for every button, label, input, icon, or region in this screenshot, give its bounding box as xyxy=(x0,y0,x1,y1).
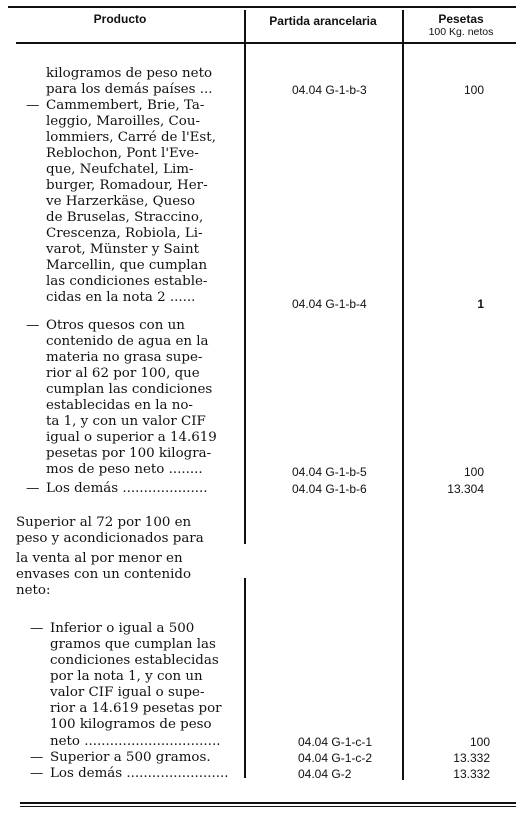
text-line: leggio, Maroilles, Cou- xyxy=(46,114,200,129)
pesetas-value: 100 xyxy=(469,735,490,749)
dash-bullet: — xyxy=(26,481,40,496)
text-line: kilogramos de peso neto xyxy=(46,66,213,81)
dash-bullet: — xyxy=(26,318,40,333)
text-line: Reblochon, Pont l'Eve- xyxy=(46,146,199,161)
text-line: cumplan las condiciones xyxy=(46,382,213,397)
text-line: igual o superior a 14.619 xyxy=(46,430,217,445)
pesetas-value: 13.332 xyxy=(453,767,490,781)
text-line: condiciones establecidas xyxy=(50,653,219,668)
col-sep-1 xyxy=(244,10,246,544)
pesetas-value: 13.332 xyxy=(453,751,490,765)
text-line: ta 1, y con un valor CIF xyxy=(46,414,206,429)
text-line: Inferior o igual a 500 xyxy=(50,621,195,636)
dash-bullet: — xyxy=(30,766,44,781)
pesetas-value: 100 xyxy=(463,83,484,97)
bottom-rule-2 xyxy=(20,806,516,807)
text-line: Los demás ........................ xyxy=(50,766,229,781)
dash-bullet: — xyxy=(30,621,44,636)
header-partida: Partida arancelaria xyxy=(269,14,377,28)
header-rule xyxy=(16,42,516,44)
text-line: de Bruselas, Straccino, xyxy=(46,210,204,225)
text-line: mos de peso neto ........ xyxy=(46,462,203,477)
header-producto: Producto xyxy=(93,12,147,26)
col-sep-1-lower xyxy=(244,578,246,778)
tariff-code: 04.04 G-2 xyxy=(298,767,352,781)
text-line: envases con un contenido xyxy=(16,567,192,582)
text-line: cidas en la nota 2 ...... xyxy=(46,290,196,305)
tariff-code: 04.04 G-1-b-3 xyxy=(292,83,367,97)
text-line: Otros quesos con un xyxy=(46,318,185,333)
text-line: por la nota 1, y con un xyxy=(50,669,203,684)
tariff-code: 04.04 G-1-c-2 xyxy=(298,751,373,765)
text-line: lommiers, Carré de l'Est, xyxy=(46,130,216,145)
text-line: Crescenza, Robiola, Li- xyxy=(46,226,203,241)
text-line: rior a 14.619 pesetas por xyxy=(50,701,222,716)
text-line: pesetas por 100 kilogra- xyxy=(46,446,212,461)
tariff-code: 04.04 G-1-b-5 xyxy=(292,465,367,479)
header-pesetas: Pesetas xyxy=(438,12,484,26)
col-sep-2 xyxy=(402,10,404,780)
text-line: Superior al 72 por 100 en xyxy=(16,515,192,530)
text-line: las condiciones estable- xyxy=(46,274,208,289)
text-line: varot, Münster y Saint xyxy=(46,242,199,257)
tariff-code: 04.04 G-1-b-4 xyxy=(292,297,367,311)
text-line: gramos que cumplan las xyxy=(50,637,216,652)
text-line: que, Neufchatel, Lim- xyxy=(46,162,194,177)
pesetas-value: 1 xyxy=(477,297,484,311)
text-line: la venta al por menor en xyxy=(16,551,183,566)
bottom-rule xyxy=(20,802,516,804)
text-line: neto ................................ xyxy=(50,734,221,749)
text-line: Marcellin, que cumplan xyxy=(46,258,208,273)
pesetas-value: 100 xyxy=(463,465,484,479)
dash-bullet: — xyxy=(26,98,40,113)
text-line: valor CIF igual o supe- xyxy=(50,685,205,700)
text-line: Los demás .................... xyxy=(46,481,208,496)
text-line: neto: xyxy=(16,583,51,598)
pesetas-value: 13.304 xyxy=(447,482,484,496)
text-line: 100 kilogramos de peso xyxy=(50,717,212,732)
text-line: Superior a 500 gramos. xyxy=(50,750,211,765)
text-line: materia no grasa supe- xyxy=(46,350,203,365)
text-line: Cammembert, Brie, Ta- xyxy=(46,98,205,113)
top-rule xyxy=(8,6,516,8)
text-line: rior al 62 por 100, que xyxy=(46,366,200,381)
tariff-code: 04.04 G-1-b-6 xyxy=(292,482,367,496)
dash-bullet: — xyxy=(30,750,44,765)
header-pesetas-sub: 100 Kg. netos xyxy=(428,26,494,38)
text-line: contenido de agua en la xyxy=(46,334,209,349)
text-line: establecidas en la no- xyxy=(46,398,193,413)
text-line: burger, Romadour, Her- xyxy=(46,178,208,193)
text-line: para los demás países ... xyxy=(46,82,213,97)
tariff-code: 04.04 G-1-c-1 xyxy=(298,735,373,749)
text-line: ve Harzerkäse, Queso xyxy=(46,194,196,209)
text-line: peso y acondicionados para xyxy=(16,531,204,546)
